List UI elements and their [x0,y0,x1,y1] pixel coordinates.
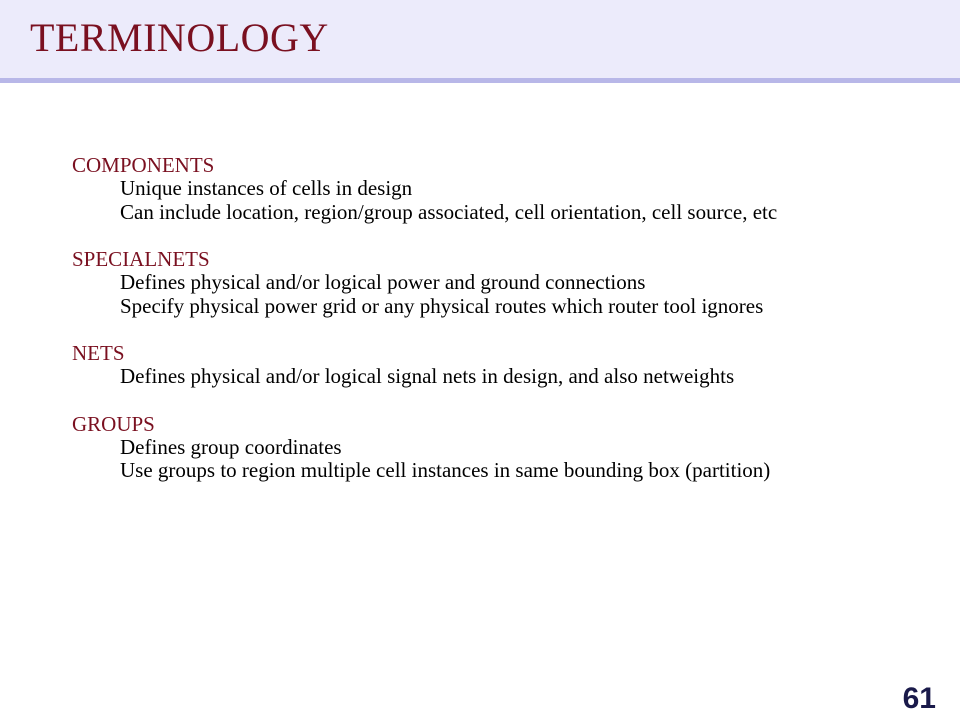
section-item: Specify physical power grid or any physical routes which router tool ignores [120,293,764,318]
section-item: Can include location, region/group associated, cell orientation, cell source, etc [120,199,778,224]
section-heading: GROUPS [72,411,155,436]
section-nets [72,341,922,389]
section-components [72,153,922,224]
section-heading: COMPONENTS [72,153,215,177]
section-item: Use groups to region multiple cell instances in same bounding box (partition) [120,458,771,482]
section-specialnets [72,247,922,318]
section-groups [72,412,922,483]
section-item: Unique instances of cells in design [120,176,413,200]
page-number: 61 [902,682,936,715]
section-heading: SPECIALNETS [72,247,210,271]
section-item: Defines physical and/or logical signal nets in design, and also netweights [120,364,735,388]
slide-content [72,153,922,506]
section-item: Defines physical and/or logical power and ground connections [120,270,646,294]
slide-title: TERMINOLOGY [30,15,329,60]
title-bar [0,0,960,83]
section-item: Defines group coordinates [120,434,342,459]
section-heading: NETS [72,341,125,365]
